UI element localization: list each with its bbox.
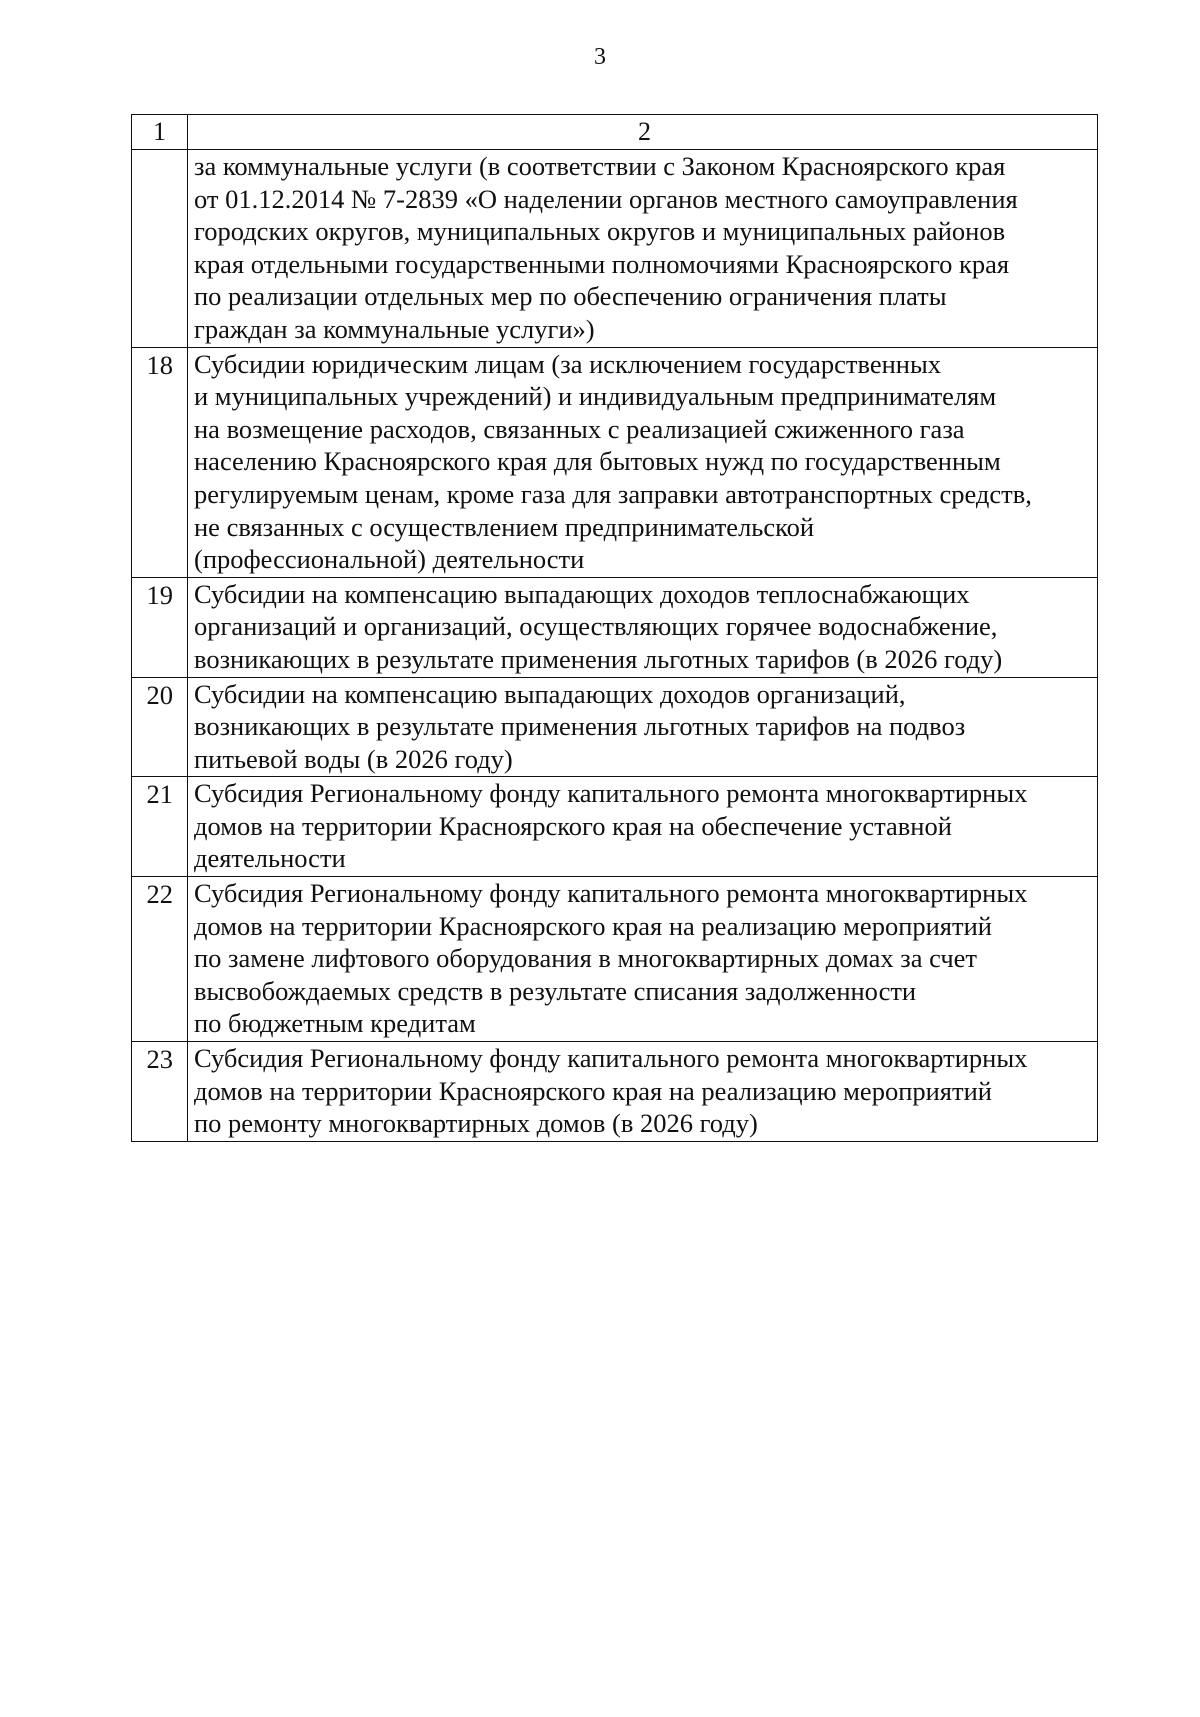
text-line: организаций и организаций, осуществляющих горячее водоснабжение,: [194, 611, 998, 642]
table-row: [132, 1042, 1098, 1142]
row-description: [188, 677, 1098, 777]
row-number: 22: [132, 877, 188, 1042]
text-line: по реализации отдельных мер по обеспечению ограничения платы: [194, 281, 947, 312]
table-row: [132, 577, 1098, 677]
text-line: по замене лифтового оборудования в многоквартирных домах за счет: [194, 943, 977, 974]
text-line: за коммунальные услуги (в соответствии с Законом Красноярского края: [194, 151, 1006, 181]
row-number: 21: [132, 777, 188, 877]
text-line: возникающих в результате применения льготных тарифов (в 2026 году): [194, 643, 1003, 674]
text-line: на возмещение расходов, связанных с реализацией сжиженного газа: [194, 413, 965, 444]
text-line: по ремонту многоквартирных домов (в 2026 году): [194, 1108, 758, 1139]
text-line: Субсидия Региональному фонду капитального ремонта многоквартирных: [194, 878, 1028, 909]
text-line: Субсидии на компенсацию выпадающих доходов организаций,: [194, 678, 906, 709]
row-number: [132, 150, 188, 348]
text-line: и муниципальных учреждений) и индивидуальным предпринимателям: [194, 381, 997, 412]
text-line: от 01.12.2014 № 7-2839 «О наделении органов местного самоуправления: [194, 183, 1018, 214]
row-number: 18: [132, 347, 188, 577]
text-line: не связанных с осуществлением предпринимательской: [194, 511, 815, 542]
text-line: граждан за коммунальные услуги»): [194, 313, 595, 344]
subsidies-table: [131, 114, 1098, 1142]
text-line: домов на территории Красноярского края на обеспечение уставной: [194, 810, 952, 841]
text-line: по бюджетным кредитам: [194, 1008, 476, 1039]
row-description: [188, 577, 1098, 677]
text-line: (профессиональной) деятельности: [194, 544, 585, 575]
text-line: высвобождаемых средств в результате списания задолженности: [194, 975, 917, 1006]
table-row: [132, 347, 1098, 577]
table-row: [132, 150, 1098, 348]
header-cell-number: 1: [132, 115, 188, 150]
text-line: населению Красноярского края для бытовых нужд по государственным: [194, 446, 1001, 477]
text-line: Субсидии на компенсацию выпадающих доходов теплоснабжающих: [194, 578, 970, 609]
text-line: деятельности: [194, 843, 346, 874]
table-header-row: [132, 115, 1098, 150]
text-line: возникающих в результате применения льготных тарифов на подвоз: [194, 711, 966, 742]
row-number: 23: [132, 1042, 188, 1142]
page-number: 3: [594, 44, 606, 70]
text-line: домов на территории Красноярского края на реализацию мероприятий: [194, 1075, 992, 1106]
text-line: домов на территории Красноярского края на реализацию мероприятий: [194, 910, 992, 941]
row-description: [188, 347, 1098, 577]
text-line: Субсидия Региональному фонду капитального ремонта многоквартирных: [194, 778, 1028, 809]
table-row: [132, 877, 1098, 1042]
row-description: [188, 1042, 1098, 1142]
row-number: 20: [132, 677, 188, 777]
table-row: [132, 777, 1098, 877]
row-description: [188, 777, 1098, 877]
row-number: 19: [132, 577, 188, 677]
table-row: [132, 677, 1098, 777]
text-line: регулируемым ценам, кроме газа для заправки автотранспортных средств,: [194, 478, 1032, 509]
row-description: [188, 877, 1098, 1042]
header-cell-description: 2: [188, 115, 1098, 150]
text-line: городских округов, муниципальных округов и муниципальных районов: [194, 216, 1006, 247]
text-line: Субсидия Региональному фонду капитального ремонта многоквартирных: [194, 1043, 1028, 1074]
text-line: питьевой воды (в 2026 году): [194, 743, 513, 774]
text-line: края отдельными государственными полномочиями Красноярского края: [194, 248, 1010, 279]
text-line: Субсидии юридическим лицам (за исключением государственных: [194, 348, 942, 379]
row-description: [188, 150, 1098, 348]
